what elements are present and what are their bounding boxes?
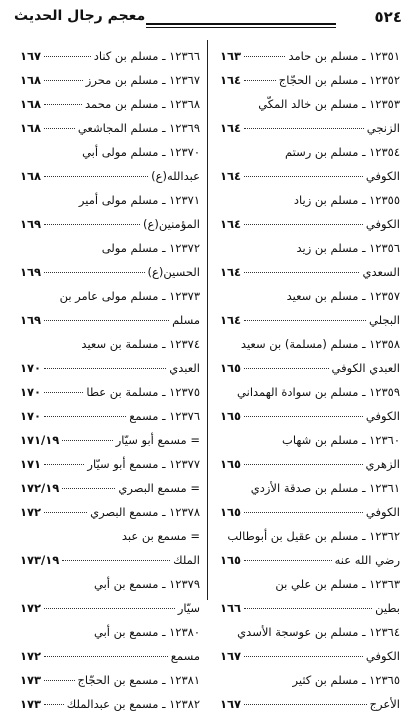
leader-dots [244, 272, 359, 273]
entry-text: الكوفي [365, 649, 400, 663]
entry-text: ١٢٣٦٤ ـ مسلم بن عوسجة الأسدي [237, 625, 400, 639]
index-entry [220, 692, 400, 716]
leader-dots [244, 416, 363, 417]
index-entry [220, 308, 400, 332]
leader-dots [44, 128, 75, 129]
page-number: ٥٢٤ [374, 8, 402, 26]
index-entry [20, 116, 200, 140]
index-entry [220, 260, 400, 284]
leader-dots [44, 608, 175, 609]
entry-text: الأعرج [369, 697, 400, 711]
entry-text: ١٢٣٥١ ـ مسلم بن حامد [288, 49, 400, 63]
entry-page: ١٦٨ [20, 169, 42, 183]
entry-page: ١٦٥ [220, 457, 242, 471]
index-column-left [20, 44, 200, 716]
entry-text: الكوفي [365, 217, 400, 231]
index-entry [220, 212, 400, 236]
entry-page: ١٦٧ [20, 49, 42, 63]
entry-text: السعدي [362, 265, 400, 279]
index-entry [20, 692, 200, 716]
index-entry [20, 284, 200, 308]
index-entry [20, 548, 200, 572]
entry-text: ١٢٣٥٣ ـ مسلم بن خالد المكّي [258, 97, 400, 111]
entry-page: ١٧٠ [20, 361, 42, 375]
entry-text: ١٢٣٦١ ـ مسلم بن صدقة الأزدي [250, 481, 400, 495]
index-entry [20, 92, 200, 116]
index-entry [220, 572, 400, 596]
entry-text: = مسمع أبو سيّار [115, 433, 200, 447]
entry-page: ١٦٥ [220, 361, 242, 375]
leader-dots [244, 128, 364, 129]
leader-dots [44, 368, 166, 369]
entry-page: ١٧٢ [20, 601, 42, 615]
leader-dots [44, 272, 144, 273]
index-entry [220, 116, 400, 140]
leader-dots [244, 560, 332, 561]
index-entry [20, 476, 200, 500]
leader-dots [244, 176, 363, 177]
entry-text: البجلي [369, 313, 400, 327]
index-entry [20, 332, 200, 356]
index-entry [20, 620, 200, 644]
entry-text: ١٢٣٥٢ ـ مسلم بن الحجّاج [278, 73, 400, 87]
index-entry [20, 140, 200, 164]
entry-text: ١٢٣٧٢ ـ مسلم مولى [101, 241, 200, 255]
entry-text: ١٢٣٧٦ ـ مسمع [129, 409, 200, 423]
index-entry [20, 644, 200, 668]
entry-text: الكوفي [365, 169, 400, 183]
entry-text: مسلم [172, 313, 200, 327]
leader-dots [244, 608, 372, 609]
index-entry [220, 428, 400, 452]
entry-text: ١٢٣٥٥ ـ مسلم بن زياد [293, 193, 400, 207]
entry-page: ١٧٢ [20, 505, 42, 519]
index-entry [20, 596, 200, 620]
index-entry [220, 188, 400, 212]
index-entry [20, 44, 200, 68]
index-entry [20, 212, 200, 236]
leader-dots [244, 320, 366, 321]
entry-page: ١٧١ [20, 457, 42, 471]
entry-page: ١٦٥ [220, 553, 242, 567]
entry-text: ١٢٣٦٠ ـ مسلم بن شهاب [282, 433, 400, 447]
index-entry [20, 452, 200, 476]
index-entry [220, 332, 400, 356]
entry-text: سيّار [177, 601, 200, 615]
index-entry [220, 380, 400, 404]
running-title: معجم رجال الحديث [14, 8, 146, 24]
index-entry [220, 92, 400, 116]
entry-page: ١٦٧ [220, 649, 242, 663]
leader-dots [44, 224, 140, 225]
index-entry [220, 404, 400, 428]
index-entry [220, 500, 400, 524]
index-entry [220, 476, 400, 500]
leader-dots [244, 704, 367, 705]
entry-text: ١٢٣٥٨ ـ مسلم (مسلمة) بن سعيد [240, 337, 400, 351]
entry-text: ١٢٣٧٤ ـ مسلمة بن سعيد [81, 337, 200, 351]
column-divider [207, 40, 208, 600]
index-entry [220, 140, 400, 164]
header-rule [146, 23, 336, 28]
leader-dots [244, 80, 276, 81]
leader-dots [244, 512, 363, 513]
entry-text: ١٢٣٨١ ـ مسمع بن الحجّاج [77, 673, 200, 687]
index-entry [20, 260, 200, 284]
leader-dots [62, 560, 170, 561]
entry-page: ١٦٨ [20, 121, 42, 135]
index-entry [20, 356, 200, 380]
leader-dots [44, 680, 74, 681]
index-entry [220, 164, 400, 188]
entry-text: ١٢٣٦٣ ـ مسلم بن علي بن [275, 577, 400, 591]
index-entry [20, 308, 200, 332]
index-entry [220, 236, 400, 260]
index-entry [220, 548, 400, 572]
leader-dots [244, 368, 328, 369]
entry-page: ١٦٩ [20, 217, 42, 231]
entry-page: ١٦٩ [20, 265, 42, 279]
entry-page: ١٧٠ [20, 409, 42, 423]
leader-dots [44, 656, 168, 657]
entry-text: ١٢٣٧٥ ـ مسلمة بن عطا [86, 385, 200, 399]
entry-text: ١٢٣٦٦ ـ مسلم بن كناد [93, 49, 200, 63]
entry-text: بطين [375, 601, 400, 615]
leader-dots [244, 56, 285, 57]
entry-page: ١٧٢/١٩ [20, 481, 60, 495]
entry-text: ١٢٣٧٩ ـ مسمع بن أبي [93, 577, 200, 591]
index-entry [20, 404, 200, 428]
leader-dots [244, 464, 362, 465]
entry-page: ١٦٤ [220, 121, 242, 135]
entry-text: ١٢٣٧٧ ـ مسمع أبو سيّار [87, 457, 200, 471]
leader-dots [44, 464, 84, 465]
entry-page: ١٦٣ [220, 49, 242, 63]
entry-page: ١٦٥ [220, 409, 242, 423]
index-entry [20, 236, 200, 260]
entry-page: ١٧٣ [20, 697, 42, 711]
entry-text: الزنجي [366, 121, 400, 135]
entry-page: ١٦٦ [220, 601, 242, 615]
index-entry [220, 596, 400, 620]
entry-page: ١٧٣ [20, 673, 42, 687]
index-entry [20, 380, 200, 404]
entry-text: العبدي [169, 361, 200, 375]
entry-page: ١٦٤ [220, 217, 242, 231]
index-entry [220, 524, 400, 548]
leader-dots [44, 320, 169, 321]
entry-page: ١٦٨ [20, 73, 42, 87]
page-header [14, 6, 402, 30]
leader-dots [44, 704, 64, 705]
leader-dots [44, 56, 91, 57]
leader-dots [62, 488, 115, 489]
index-entry [220, 644, 400, 668]
leader-dots [62, 440, 112, 441]
index-entry [20, 572, 200, 596]
leader-dots [44, 416, 126, 417]
entry-page: ١٦٧ [220, 697, 242, 711]
index-entry [20, 668, 200, 692]
entry-text: ١٢٣٦٧ ـ مسلم بن محرز [85, 73, 200, 87]
entry-page: ١٦٤ [220, 313, 242, 327]
entry-page: ١٧٢ [20, 649, 42, 663]
entry-text: ١٢٣٨٠ ـ مسمع بن أبي [93, 625, 200, 639]
entry-text: ١٢٣٨٢ ـ مسمع بن عبدالملك [66, 697, 200, 711]
index-entry [20, 188, 200, 212]
entry-page: ١٦٤ [220, 73, 242, 87]
entry-page: ١٧٣/١٩ [20, 553, 60, 567]
index-entry [20, 164, 200, 188]
entry-text: مسمع [170, 649, 200, 663]
entry-text: عبدالله(ع) [151, 169, 200, 183]
entry-text: ١٢٣٥٦ ـ مسلم بن زيد [296, 241, 400, 255]
entry-text: الكوفي [365, 409, 400, 423]
entry-text: المؤمنين(ع) [143, 217, 200, 231]
entry-text: ١٢٣٦٢ ـ مسلم بن عقيل بن أبوطالب [227, 529, 400, 543]
leader-dots [244, 224, 363, 225]
entry-page: ١٦٤ [220, 265, 242, 279]
index-entry [220, 668, 400, 692]
index-entry [220, 356, 400, 380]
entry-text: ١٢٣٥٤ ـ مسلم بن رستم [284, 145, 400, 159]
leader-dots [244, 656, 363, 657]
index-column-right [220, 44, 400, 716]
index-entry [220, 452, 400, 476]
index-entry [220, 44, 400, 68]
entry-text: رضي الله عنه [334, 553, 400, 567]
entry-text: الملك [173, 553, 200, 567]
leader-dots [44, 512, 87, 513]
entry-text: ١٢٣٥٩ ـ مسلم بن سوادة الهمداني [237, 385, 400, 399]
leader-dots [44, 80, 83, 81]
index-entry [20, 524, 200, 548]
entry-text: = مسمع البصري [118, 481, 200, 495]
entry-text: الكوفي [365, 505, 400, 519]
entry-text: ١٢٣٥٧ ـ مسلم بن سعيد [286, 289, 400, 303]
leader-dots [44, 392, 83, 393]
entry-text: ١٢٣٧٠ ـ مسلم مولى أبي [82, 145, 200, 159]
index-entry [220, 284, 400, 308]
entry-page: ١٦٥ [220, 505, 242, 519]
entry-text: ١٢٣٧٣ ـ مسلم مولى عامر بن [59, 289, 200, 303]
index-entry [20, 500, 200, 524]
entry-text: ١٢٣٦٩ ـ مسلم المجاشعي [77, 121, 200, 135]
leader-dots [44, 176, 148, 177]
index-entry [220, 620, 400, 644]
index-entry [20, 68, 200, 92]
entry-text: ١٢٣٧٨ ـ مسمع البصري [90, 505, 200, 519]
entry-page: ١٦٨ [20, 97, 42, 111]
entry-text: ١٢٣٦٨ ـ مسلم بن محمد [85, 97, 200, 111]
index-entry [220, 68, 400, 92]
leader-dots [44, 104, 82, 105]
index-entry [20, 428, 200, 452]
entry-text: ١٢٣٦٥ ـ مسلم بن كثير [292, 673, 400, 687]
entry-text: الحسين(ع) [147, 265, 200, 279]
entry-text: العبدي الكوفي [331, 361, 400, 375]
entry-text: الزهري [365, 457, 400, 471]
entry-page: ١٧٠ [20, 385, 42, 399]
entry-page: ١٦٤ [220, 169, 242, 183]
entry-text: = مسمع بن عبد [121, 529, 200, 543]
entry-page: ١٦٩ [20, 313, 42, 327]
entry-text: ١٢٣٧١ ـ مسلم مولى أمير [78, 193, 200, 207]
entry-page: ١٧١/١٩ [20, 433, 60, 447]
